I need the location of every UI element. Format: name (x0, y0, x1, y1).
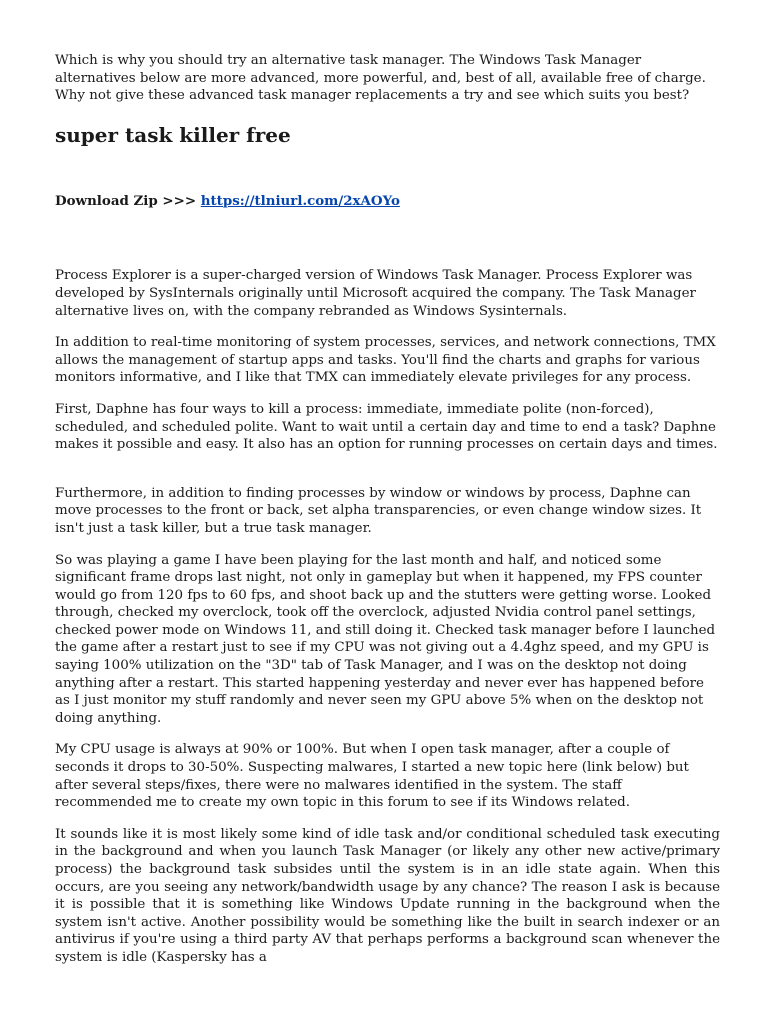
paragraph-process-explorer: Process Explorer is a super-charged version of Windows Task Manager. Process Explorer was developed by SysInternals originally until Microsoft acquired the company. The Task Manager alternative lives on, with the company rebranded as Windows Sysinternals. (55, 268, 696, 319)
document-page (55, 52, 720, 967)
paragraph-daphne-move: Furthermore, in addition to finding processes by window or windows by process, Daphne can move processes to the front or back, set alpha transparencies, or even change window sizes. It isn't just a task killer, but a true task manager. (55, 485, 702, 536)
paragraph-daphne-kill: First, Daphne has four ways to kill a process: immediate, immediate polite (non-forced), scheduled, and scheduled polite. Want to wait until a certain day and time to end a task? Daphne makes it possible and easy. It also has an option for running processes on certain days and times. (55, 401, 718, 453)
paragraph-cpu-usage: My CPU usage is always at 90% or 100%. But when I open task manager, after a couple of seconds it drops to 30-50%. Suspecting malwares, I started a new topic here (link below) but after several steps/fixes, there were no malwares identified in the system. The staff recommended me to create my own topic in this forum to see if its Windows related. (55, 742, 689, 811)
intro-paragraph: Which is why you should try an alternative task manager. The Windows Task Manager alternatives below are more advanced, more powerful, and, best of all, available free of charge. Why not give these advanced task manager replacements a try and see which suits you best? (55, 53, 706, 104)
download-link[interactable]: https://tlniurl.com/2xAOYo (200, 192, 400, 209)
download-label: Download Zip >>> (55, 192, 201, 209)
page-heading: super task killer free (55, 122, 291, 147)
paragraph-tmx: In addition to real-time monitoring of system processes, services, and network connections, TMX allows the management of startup apps and tasks. You'll find the charts and graphs for various monitors informative, and I like that TMX can immediately elevate privileges for any process. (55, 335, 716, 386)
download-line (55, 193, 720, 211)
paragraph-game-gpu: So was playing a game I have been playing for the last month and half, and noticed some significant frame drops last night, not only in gameplay but when it happened, my FPS counter would go from 120 fps to 60 fps, and shoot back up and the stutters were getting worse. Looked through, checked my overclock, took off the overclock, adjusted Nvidia control panel settings, checked power mode on Windows 11, and still doing it. Checked task manager before I launched the game after a restart just to see if my CPU was not giving out a 4.4ghz speed, and my GPU is saying 100% utilization on the "3D" tab of Task Manager, and I was on the desktop not doing anything after a restart. This started happening yesterday and never ever has happened before as I just monitor my stuff randomly and never seen my GPU above 5% when on the desktop not doing anything. (55, 552, 716, 726)
paragraph-idle-task: It sounds like it is most likely some kind of idle task and/or conditional scheduled task executing in the background and when you launch Task Manager (or likely any other new active/primary process) the background task subsides until the system is in an idle state again. When this occurs, are you seeing any network/bandwidth usage by any chance? The reason I ask is because it is possible that it is something like Windows Update running in the background when the system isn't active. Another possibility would be something like the built in search indexer or an antivirus if you're using a third party AV that perhaps performs a background scan whenever the system is idle (Kaspersky has a (55, 826, 720, 965)
